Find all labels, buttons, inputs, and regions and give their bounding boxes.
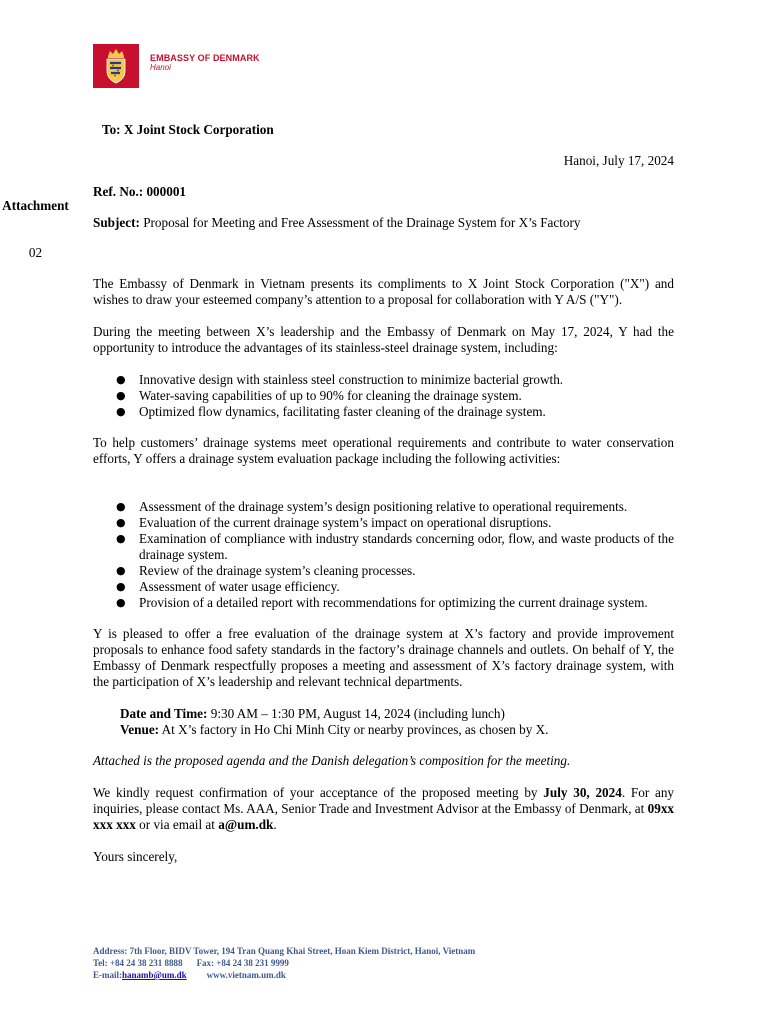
datetime-value: 9:30 AM – 1:30 PM, August 14, 2024 (including lunch) <box>207 706 505 721</box>
bullet-icon: ● <box>116 532 126 545</box>
letter-date: Hanoi, July 17, 2024 <box>563 153 674 168</box>
list-item: ● Optimized flow dynamics, facilitating faster cleaning of the drainage system. <box>116 404 546 419</box>
bullet-icon: ● <box>116 389 126 402</box>
subject-line <box>93 215 581 231</box>
list-item: ● Innovative design with stainless steel construction to minimize bacterial growth. <box>116 372 564 387</box>
bullet-icon: ● <box>116 516 126 529</box>
letter-body <box>93 276 674 881</box>
attachment-count: 02 <box>28 245 43 260</box>
bullet-icon: ● <box>116 596 126 609</box>
list-item: ● Evaluation of the current drainage system’s impact on operational disruptions. <box>116 515 552 530</box>
activities-list <box>93 499 674 611</box>
bullet-icon: ● <box>116 405 126 418</box>
bullet-icon: ● <box>116 564 126 577</box>
footer-email-link[interactable]: hanamb@um.dk <box>122 970 187 980</box>
attachment-label: Attachment <box>2 198 69 213</box>
meeting-datetime <box>120 706 674 722</box>
list-item: ● Examination of compliance with industry standards concerning odor, flow, and waste products of the drainage system. <box>116 531 674 562</box>
meeting-venue <box>120 722 674 738</box>
footer-web <box>93 969 475 981</box>
offer-paragraph: Y is pleased to offer a free evaluation of the drainage system at X’s factory and provide improvement proposals to enhance food safety standards in the factory’s drainage channels and outlets. On behalf of Y, the Embassy of Denmark respectfully proposes a meeting and assessment of X’s factory drainage system, with the participation of X’s leadership and relevant technical departments. <box>93 626 674 689</box>
recipient: To: X Joint Stock Corporation <box>102 122 274 137</box>
datetime-label: Date and Time: <box>120 706 208 721</box>
closing-salutation: Yours sincerely, <box>93 849 178 864</box>
confirm-deadline: July 30, 2024 <box>543 785 622 800</box>
list-item: ● Water-saving capabilities of up to 90% for cleaning the drainage system. <box>116 388 522 403</box>
list-item: ● Provision of a detailed report with recommendations for optimizing the current drainage system. <box>116 595 648 610</box>
bullet-icon: ● <box>116 373 126 386</box>
contact-phone: 09xx xxx xxx <box>93 801 674 832</box>
footer-contacts <box>93 957 475 969</box>
footer-email-label: E-mail: <box>93 970 122 980</box>
list-item: ● Assessment of the drainage system’s design positioning relative to operational requirements. <box>116 499 628 514</box>
footer-website[interactable]: www.vietnam.um.dk <box>206 970 286 980</box>
reference-number: Ref. No.: 000001 <box>93 184 187 199</box>
meeting-paragraph: During the meeting between X’s leadership and the Embassy of Denmark on May 17, 2024, Y had the opportunity to introduce the advantages of its stainless-steel drainage system, including: <box>93 324 674 355</box>
meeting-details <box>93 706 674 738</box>
letter-footer <box>93 945 475 981</box>
subject-label: Subject: <box>93 215 140 230</box>
embassy-city: Hanoi <box>150 63 171 72</box>
footer-tel: Tel: +84 24 38 231 8888 <box>93 958 183 968</box>
confirmation-paragraph: We kindly request confirmation of your acceptance of the proposed meeting by July 30, 2024. For any inquiries, please contact Ms. AAA, Senior Trade and Investment Advisor at the Embassy of Denmark, at 09xx xxx xxx or via email at a@um.dk. <box>93 785 675 832</box>
list-item: ● Review of the drainage system’s cleaning processes. <box>116 563 416 578</box>
advantages-list <box>93 372 674 420</box>
contact-email: a@um.dk <box>218 817 274 832</box>
footer-fax: Fax: +84 24 38 231 9999 <box>196 958 289 968</box>
danish-coat-of-arms-icon <box>93 44 139 88</box>
package-paragraph: To help customers’ drainage systems meet operational requirements and contribute to water conservation efforts, Y offers a drainage system evaluation package including the following activities: <box>93 435 674 466</box>
attached-note: Attached is the proposed agenda and the Danish delegation’s composition for the meeting. <box>93 753 571 768</box>
list-item: ● Assessment of water usage efficiency. <box>116 579 340 594</box>
venue-label: Venue: <box>120 722 160 737</box>
embassy-name <box>150 53 260 73</box>
embassy-title: EMBASSY OF DENMARK <box>150 53 260 63</box>
bullet-icon: ● <box>116 500 126 513</box>
footer-address: Address: 7th Floor, BIDV Tower, 194 Tran Quang Khai Street, Hoan Kiem District, Hanoi, Vietnam <box>93 946 476 956</box>
intro-paragraph: The Embassy of Denmark in Vietnam presents its compliments to X Joint Stock Corporation ("X") and wishes to draw your esteemed company’s attention to a proposal for collaboration with Y A/S ("Y"). <box>93 276 674 307</box>
bullet-icon: ● <box>116 580 126 593</box>
embassy-logo <box>93 44 139 88</box>
subject-text: Proposal for Meeting and Free Assessment of the Drainage System for X’s Factory <box>139 215 581 230</box>
venue-value: At X’s factory in Ho Chi Minh City or nearby provinces, as chosen by X. <box>159 722 549 737</box>
